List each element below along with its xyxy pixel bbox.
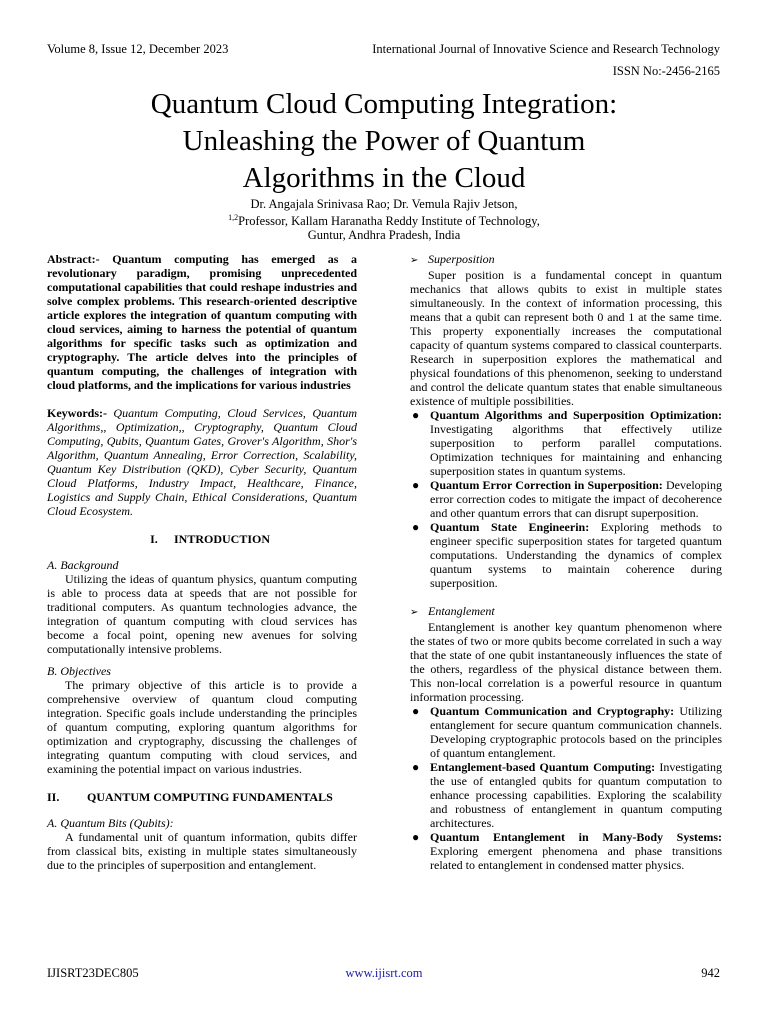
- background-paragraph: Utilizing the ideas of quantum physics, quantum computing is able to process data at speeds that are not possible for traditional computers. As quantum technologies advance, the integration of quantum computing with cloud services has become a focal point, opening new avenues for solving computationally intensive problems.: [47, 572, 357, 656]
- list-item: [410, 830, 722, 872]
- subsection-heading-objectives: B. Objectives: [47, 664, 111, 678]
- subsection-heading-qubits: A. Quantum Bits (Qubits):: [47, 816, 174, 830]
- section-title: QUANTUM COMPUTING FUNDAMENTALS: [87, 790, 333, 804]
- affiliation-superscript: 1,2: [228, 213, 239, 222]
- running-header-issn: ISSN No:-2456-2165: [612, 64, 720, 78]
- subheading-text: Entanglement: [428, 604, 495, 618]
- list-item: [410, 704, 722, 760]
- subsection-heading-background: A. Background: [47, 558, 119, 572]
- qubits-paragraph: A fundamental unit of quantum information, qubits differ from classical bits, existing in multiple states simultaneously due to the principles of superposition and entanglement.: [47, 830, 357, 872]
- arrow-bullet-icon: ➢: [410, 607, 419, 618]
- keywords: [47, 406, 357, 518]
- section-number: I.: [150, 532, 158, 546]
- bullet-term: Entanglement-based Quantum Computing:: [430, 760, 656, 774]
- author-block: [60, 197, 708, 242]
- bullet-term: Quantum Error Correction in Superposition:: [430, 478, 663, 492]
- right-column: [410, 252, 722, 872]
- title-line: Quantum Cloud Computing Integration:: [150, 88, 618, 120]
- bullet-dot-icon: ●: [412, 830, 420, 844]
- left-column: [47, 252, 357, 872]
- footer-page-number: 942: [701, 966, 720, 980]
- superposition-paragraph: Super position is a fundamental concept in quantum mechanics that allows qubits to exist in multiple states simultaneously. In the context of information processing, this means that a qubit can represent both 0 and 1 at the same time. This property exponentially increases the computational capacity of quantum systems compared to classical counterparts. Research in superposition explores the mathematical and physical foundations of this phenomenon, seeking to understand and control the delicate quantum states that enable simultaneous existence of multiple possibilities.: [410, 268, 722, 408]
- bullet-text: Exploring methods to engineer specific superposition states for targeted quantum computations. Understanding the dynamics of complex quantum systems to maintain coherence during superposition.: [430, 520, 722, 590]
- bullet-dot-icon: ●: [412, 520, 420, 534]
- author-names: Dr. Angajala Srinivasa Rao; Dr. Vemula Rajiv Jetson,: [250, 197, 518, 211]
- section-heading-introduction: [47, 532, 357, 546]
- section-heading-fundamentals: [47, 790, 357, 804]
- footer-website-link[interactable]: www.ijisrt.com: [345, 966, 423, 980]
- entanglement-bullet-list: [410, 704, 722, 872]
- list-item: [410, 478, 722, 520]
- keywords-text: Quantum Computing, Cloud Services, Quantum Algorithms,, Optimization,, Cryptography, Quantum Cloud Computing, Qubits, Quantum Gates, Grover's Algorithm, Shor's Algorithm, Quantum Annealing, Error Correction, Scalability, Quantum Key Distribution (QKD), Cyber Security, Quantum Cloud Platforms, Industry Impact, Healthcare, Finance, Logistics and Supply Chain, Ethical Considerations, Quantum Cloud Ecosystem.: [47, 406, 357, 518]
- subheading-text: Superposition: [428, 252, 495, 266]
- paper-title: [60, 86, 708, 197]
- bullet-term: Quantum State Engineerin:: [430, 520, 590, 534]
- running-header-volume: Volume 8, Issue 12, December 2023: [47, 42, 229, 56]
- bullet-text: Developing error correction codes to mitigate the impact of decoherence and other quantum errors that can disrupt superposition.: [430, 478, 722, 520]
- title-line: Unleashing the Power of Quantum: [182, 125, 586, 157]
- bullet-text: Exploring emergent phenomena and phase transitions related to entanglement in condensed matter physics.: [430, 844, 722, 872]
- title-line: Algorithms in the Cloud: [242, 162, 526, 194]
- bullet-dot-icon: ●: [412, 704, 420, 718]
- abstract: Abstract:- Quantum computing has emerged as a revolutionary paradigm, promising unprecedented computational capabilities that could reshape industries and solve complex problems. This research-oriented descriptive article explores the integration of quantum computing with cloud services, aiming to harness the potential of quantum algorithms for specific tasks such as optimization and cryptography. The article delves into the principles of quantum computing, the challenges of integration with cloud platforms, and the implications for various industries: [47, 252, 357, 392]
- list-item: [410, 760, 722, 830]
- bullet-text: Investigating algorithms that effectively utilize superposition to perform parallel computations. Optimization techniques for maintaining and enhancing superposition states in quantum systems.: [430, 422, 722, 478]
- keywords-label: Keywords:-: [47, 406, 107, 420]
- bullet-text: Investigating the use of entangled qubits for quantum computation to enhance processing capabilities. Exploring the scalability and robustness of entanglement in quantum computing architectures.: [430, 760, 722, 830]
- subheading-superposition: [410, 252, 722, 268]
- bullet-term: Quantum Algorithms and Superposition Optimization:: [430, 408, 722, 422]
- section-title: INTRODUCTION: [173, 532, 270, 546]
- bullet-text: Utilizing entanglement for secure quantum communication channels. Developing cryptographic protocols based on the principles of quantum entanglement.: [430, 704, 722, 760]
- arrow-bullet-icon: ➢: [410, 255, 419, 266]
- superposition-bullet-list: [410, 408, 722, 590]
- objectives-paragraph: The primary objective of this article is to provide a comprehensive overview of quantum cloud computing integration. Specific goals include understanding the principles of quantum computing, exploring quantum algorithms for optimization and cryptography, discussing the challenges of integrating quantum computing with cloud services, and examining the potential impact on various industries.: [47, 678, 357, 776]
- author-affiliation: [60, 211, 708, 228]
- bullet-term: Quantum Entanglement in Many-Body Systems:: [430, 830, 722, 844]
- footer-paper-id: IJISRT23DEC805: [47, 966, 139, 980]
- subheading-entanglement: [410, 604, 722, 620]
- running-header-journal: International Journal of Innovative Science and Research Technology: [372, 42, 720, 56]
- list-item: [410, 408, 722, 478]
- bullet-term: Quantum Communication and Cryptography:: [430, 704, 675, 718]
- section-number: II.: [47, 790, 60, 804]
- bullet-dot-icon: ●: [412, 760, 420, 774]
- author-location: Guntur, Andhra Pradesh, India: [307, 228, 461, 243]
- list-item: [410, 520, 722, 590]
- bullet-dot-icon: ●: [412, 408, 420, 422]
- bullet-dot-icon: ●: [412, 478, 420, 492]
- affiliation-text: Professor, Kallam Haranatha Reddy Institute of Technology,: [238, 214, 540, 229]
- entanglement-paragraph: Entanglement is another key quantum phenomenon where the states of two or more qubits become correlated in such a way that the state of one qubit instantaneously influences the state of the others, regardless of the physical distance between them. This non-local correlation is a powerful resource in quantum information processing.: [410, 620, 722, 704]
